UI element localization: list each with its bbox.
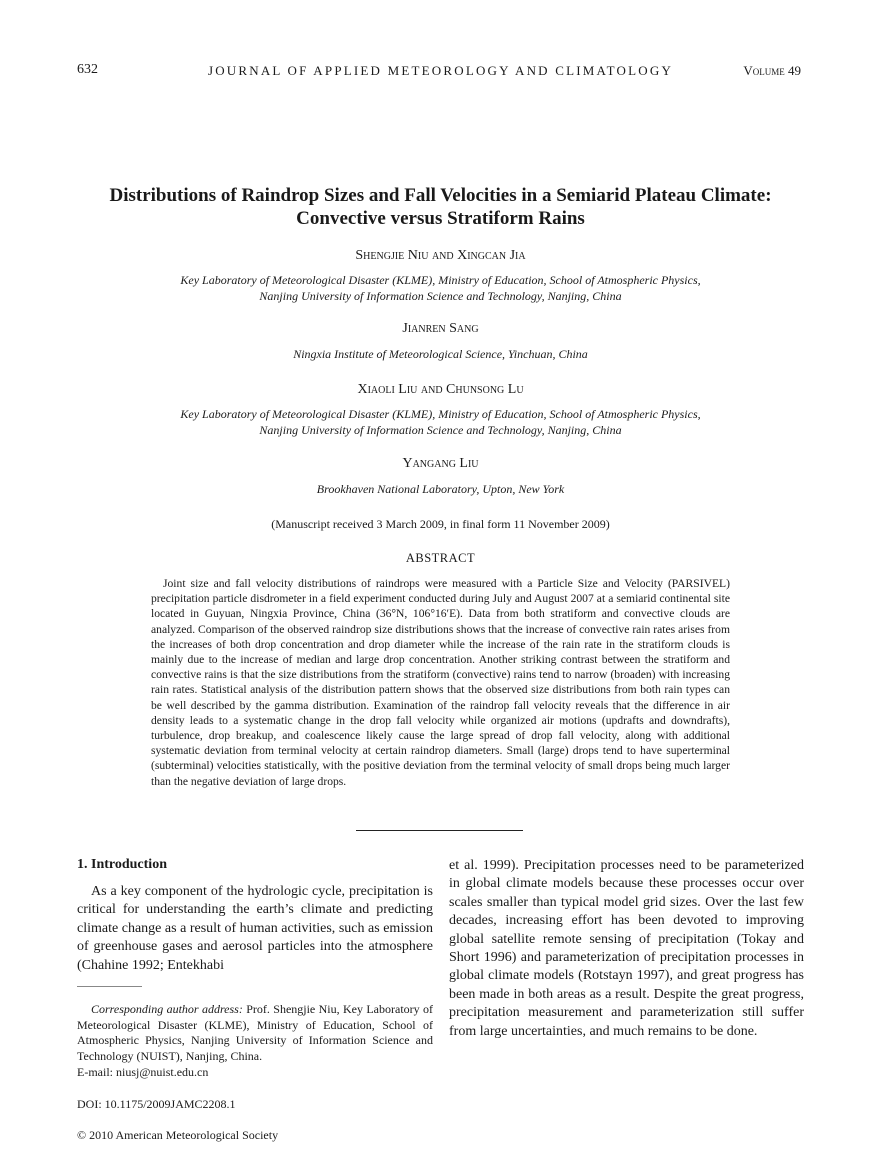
author-affiliation: Brookhaven National Laboratory, Upton, New York (316, 482, 565, 496)
author-names: Shengjie Niu and Xingcan Jia (355, 248, 526, 263)
intro-paragraph-right: et al. 1999). Precipitation processes need to be parameterized in global climate models because these processes occur over scales smaller than typical model grid sizes. Over the last few decades, increasing effort has been devoted to improving global satellite remote sensing of precipitation (Tokay and Short 1996) and parameterization of precipitation processes in global climate models (Rotstayn 1997), and great progress has been made in both areas as a result. Despite the great progress, precipitation measurement and parameterization still suffer from large uncertainties, and much remains to be done. (449, 858, 804, 1039)
footnote-label: Corresponding author address: (91, 1002, 243, 1016)
section-divider (356, 830, 523, 831)
author-affiliation: Key Laboratory of Meteorological Disaster (KLME), Ministry of Education, School of Atmospheric Physics, Nanjing University of Information Science and Technology, Nanjing, China (180, 273, 701, 303)
abstract-heading: ABSTRACT (405, 551, 476, 565)
footnote-divider (77, 986, 142, 987)
author-names: Jianren Sang (402, 321, 479, 336)
author-names: Xiaoli Liu and Chunsong Lu (357, 382, 524, 397)
author-email: E-mail: niusj@nuist.edu.cn (77, 1065, 209, 1079)
volume-label: Volume 49 (743, 63, 801, 78)
doi: DOI: 10.1175/2009JAMC2208.1 (77, 1097, 236, 1111)
author-names: Yangang Liu (402, 456, 479, 471)
journal-name: JOURNAL OF APPLIED METEOROLOGY AND CLIMATOLOGY (207, 63, 674, 78)
author-affiliation: Ningxia Institute of Meteorological Science, Yinchuan, China (293, 347, 588, 361)
paper-title: Distributions of Raindrop Sizes and Fall Velocities in a Semiarid Plateau Climate: Convective versus Stratiform Rains (109, 185, 772, 229)
abstract-body: Joint size and fall velocity distributions of raindrops were measured with a Particle Size and Velocity (PARSIVEL) precipitation particle disdrometer in a field experiment conducted during July and August 2007 at a semiarid continental site located in Guyuan, Ningxia Province, China (36°N, 106°16′E). Data from both stratiform and convective clouds are analyzed. Comparison of the observed raindrop size distributions shows that the increase of convective rain rates arises from the increases of both drop concentration and drop diameter while the increase of the rain rate in the stratiform clouds is mainly due to the increase of median and large drop concentration. Another striking contrast between the stratiform and convective rains is that the size distributions from the stratiform (convective) rains tend to narrow (broaden) with increasing rain rates. Statistical analysis of the distribution pattern shows that the observed size distributions from both rain types can be well described by the gamma distribution. Examination of the raindrop fall velocity reveals that the difference in air density leads to a systematic change in the drop fall velocity while organized air motions (updrafts and downdrafts), turbulence, drop breakup, and coalescence likely cause the large spread of drop fall velocity, along with additional systematic deviation from terminal velocity at certain raindrop diameters. Small (large) drops tend to have superterminal (subterminal) velocities statistically, with the positive deviation from the terminal velocity of small drops being much larger than the negative deviation of large drops. (151, 577, 730, 788)
manuscript-dates: (Manuscript received 3 March 2009, in final form 11 November 2009) (271, 517, 610, 531)
corresponding-author-footnote (77, 1002, 433, 1064)
intro-paragraph-left: As a key component of the hydrologic cycle, precipitation is critical for understanding the earth’s climate and predicting climate change as a result of human activities, such as emission of greenhouse gases and aerosol particles into the atmosphere (Chahine 1992; Entekhabi (77, 884, 433, 973)
section-heading: 1. Introduction (77, 857, 167, 872)
footnote-text: Prof. Shengjie Niu, Key Laboratory of Meteorological Disaster (KLME), Ministry of Education, School of Atmospheric Physics, Nanjing University of Information Science and Technology (NUIST), Nanjing, China. (77, 1002, 434, 1063)
author-affiliation: Key Laboratory of Meteorological Disaster (KLME), Ministry of Education, School of Atmospheric Physics, Nanjing University of Information Science and Technology, Nanjing, China (180, 407, 701, 437)
page-number: 632 (77, 62, 98, 77)
copyright: © 2010 American Meteorological Society (77, 1128, 279, 1142)
